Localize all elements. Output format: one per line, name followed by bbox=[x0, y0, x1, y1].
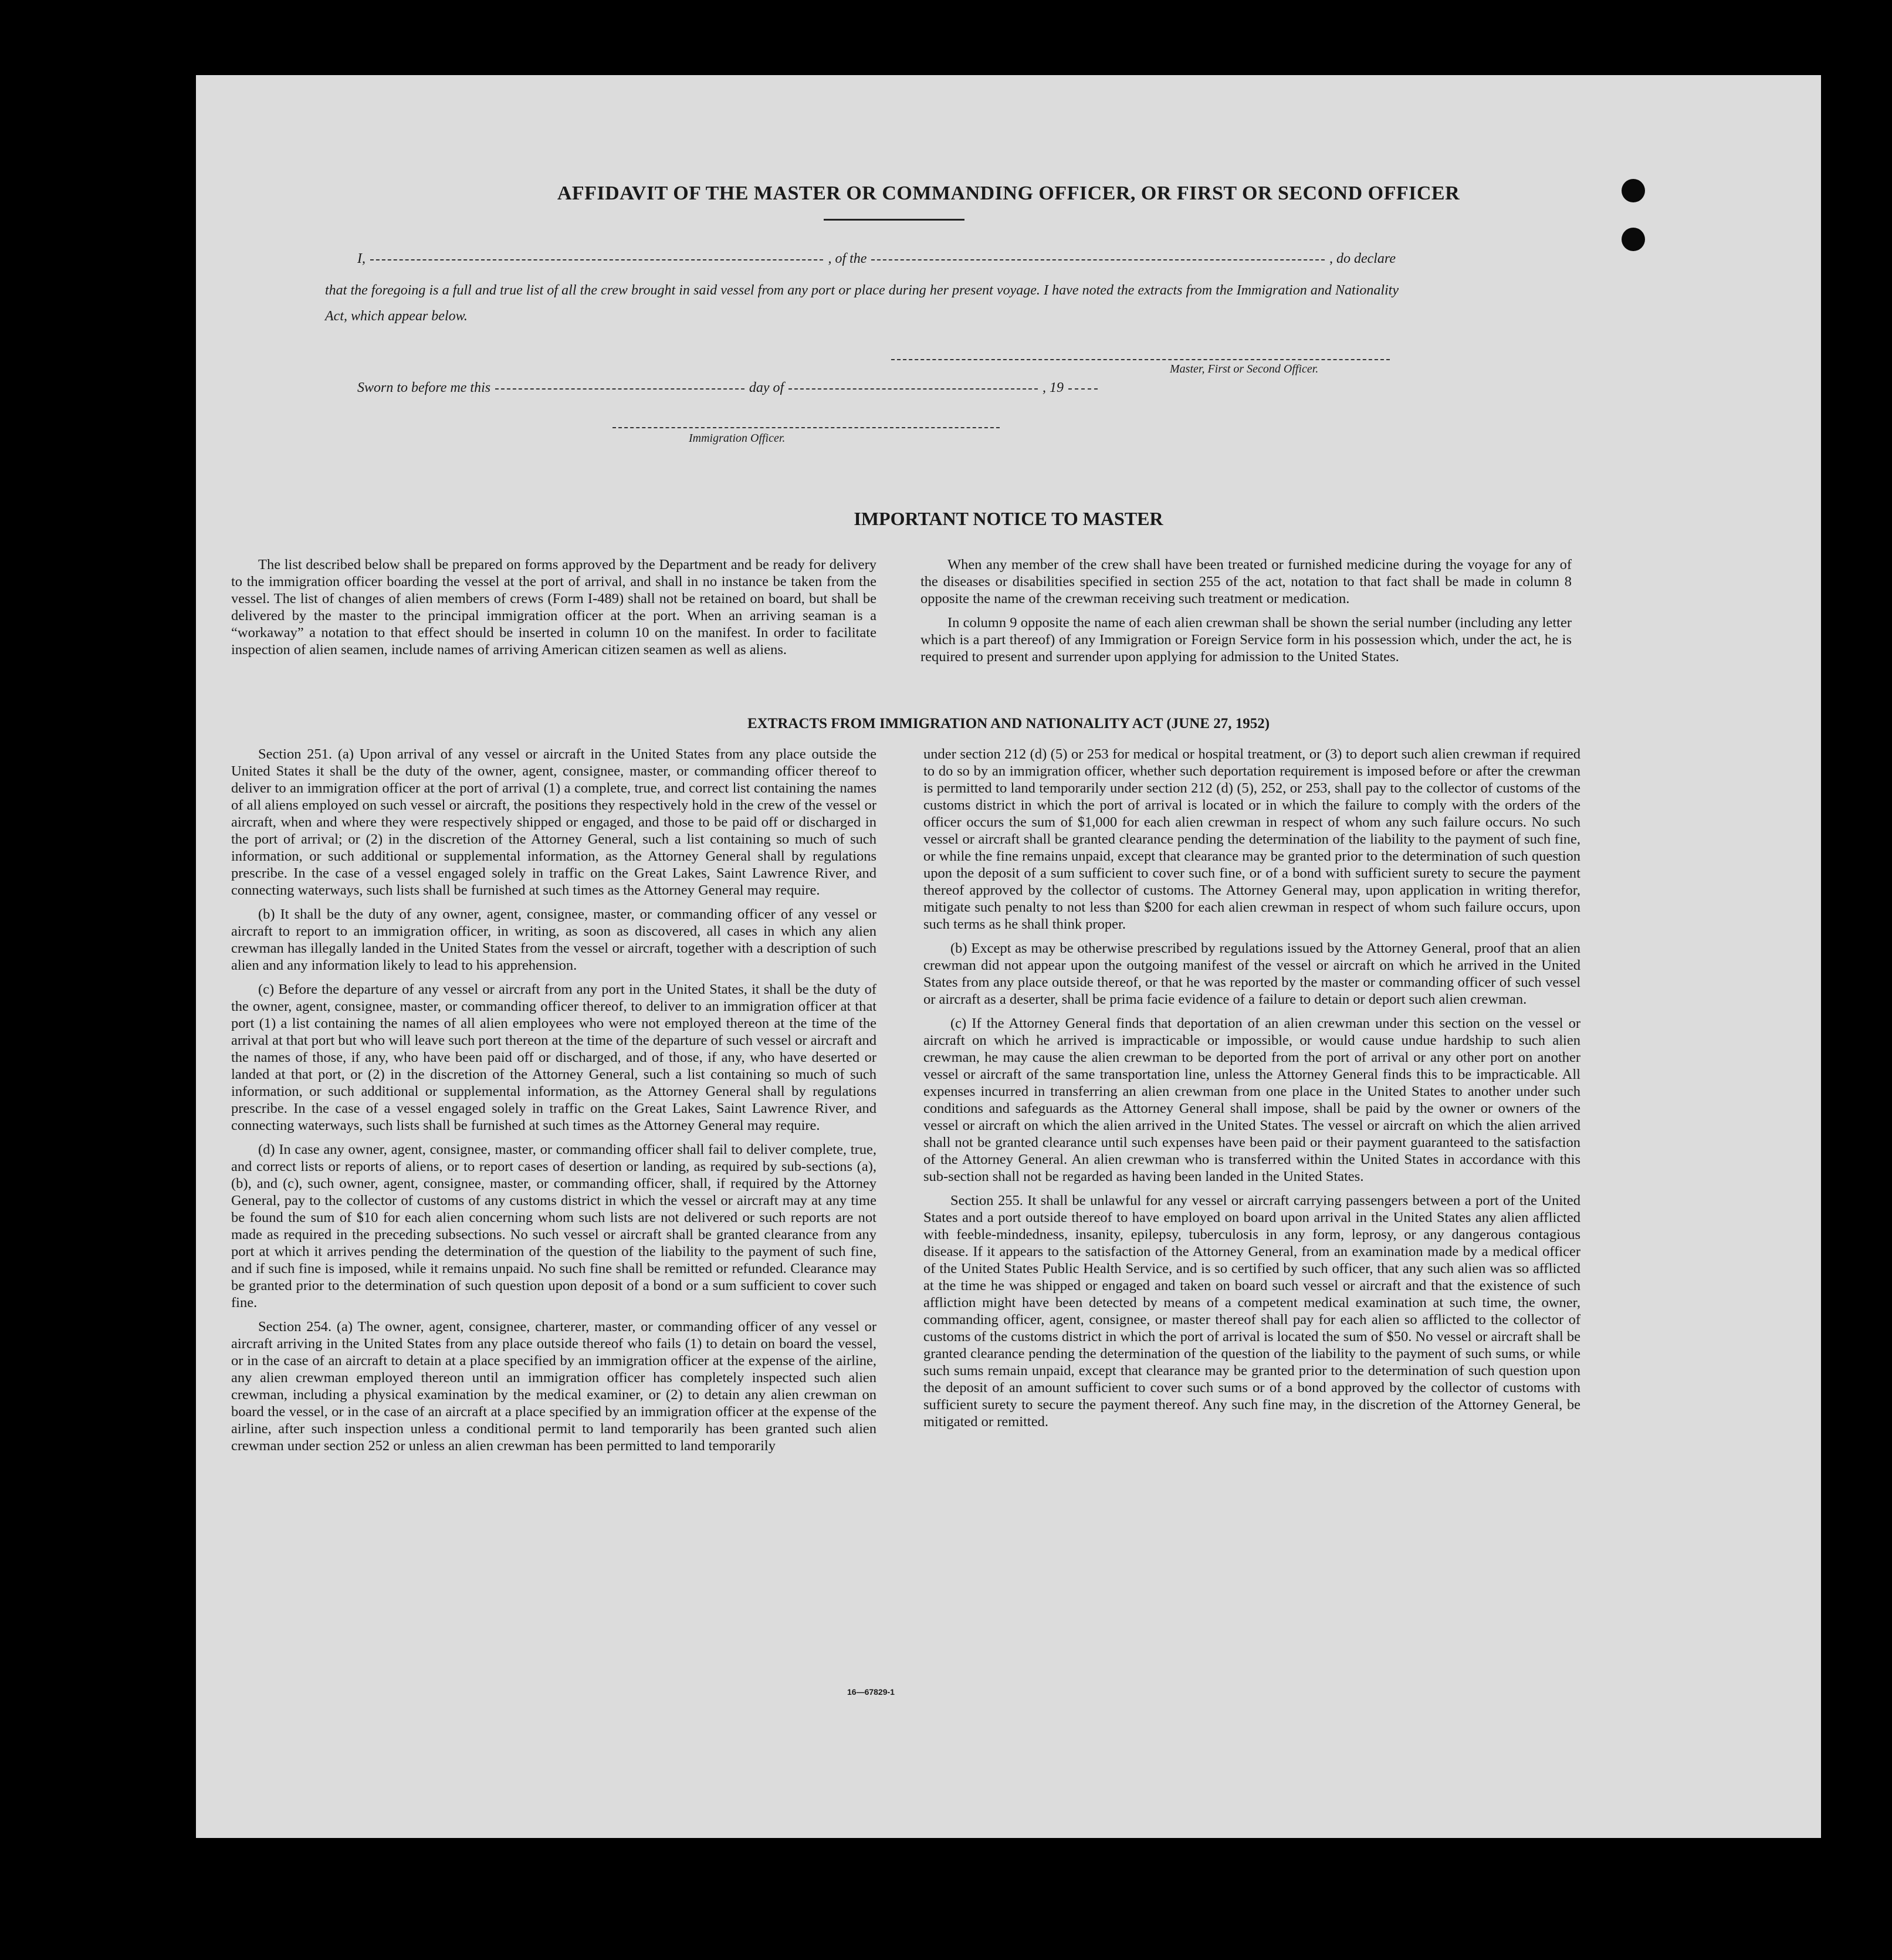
sworn-line bbox=[357, 380, 1102, 396]
immigration-officer-line[interactable] bbox=[612, 427, 1000, 428]
extract-paragraph: (b) It shall be the duty of any owner, agent, consignee, master, or commanding officer of any vessel or aircraft to report to an immigration officer, in writing, as soon as discovered, all cases in which any alien crewman has illegally landed in the United States from the vessel or aircraft, together with a description of such alien and any information likely to lead to his apprehension. bbox=[231, 906, 876, 973]
extract-paragraph: (d) In case any owner, agent, consignee, master, or commanding officer shall fail to deliver complete, true, and correct lists or reports of aliens, or to report cases of desertion or landing, as required by sub-sections (a), (b), and (c), such owner, agent, consignee, master, or commanding officer, shall, if required by the Attorney General, pay to the collector of customs of any customs district in which the vessel or aircraft may at any time be found the sum of $10 for each alien concerning whom such lists are not delivered or such reports are not made as required in the preceding subsections. No such vessel or aircraft shall be granted clearance from any port at which it arrives pending the determination of the question of the liability to the payment of such fine, and if such fine is imposed, while it remains unpaid. No such fine shall be remitted or refunded. Clearance may be granted prior to the determination of such question upon deposit of a bond or a sum sufficient to cover such fine. bbox=[231, 1142, 876, 1311]
form-number: 16—67829-1 bbox=[847, 1687, 895, 1697]
immigration-officer-caption: Immigration Officer. bbox=[689, 432, 786, 445]
declare-i: I, bbox=[357, 251, 365, 266]
vessel-blank[interactable] bbox=[871, 259, 1324, 260]
extract-paragraph: (c) If the Attorney General finds that deportation of an alien crewman under this section on the vessel or aircraft on which he arrived is impracticable or impossible, or would cause undue hardship to such alien crewman, he may cause the alien crewman to be deported from the port of arrival or any other port on another vessel or aircraft of the same transportation line, unless the Attorney General finds this to be impracticable. All expenses incurred in transferring an alien crewman from one place in the United States to another under such conditions and safeguards as the Attorney General shall impose, shall be paid by the owner or owners of the vessel or aircraft on which the alien arrived in the United States. The vessel or aircraft on which the alien arrived shall not be granted clearance until such expenses have been paid or their payment guaranteed to the satisfaction of the Attorney General. An alien crewman who is transferred within the United States in accordance with this sub-section shall not be regarded as having been landed in the United States. bbox=[923, 1015, 1580, 1184]
extract-paragraph: Section 251. (a) Upon arrival of any vessel or aircraft in the United States from any place outside the United States it shall be the duty of the owner, agent, consignee, master, or commanding officer thereof to deliver to an immigration officer at the port of arrival (1) a complete, true, and correct list containing the names of all aliens employed on such vessel or aircraft, the positions they respectively hold in the crew of the vessel or aircraft, when and where they were respectively shipped or engaged, and those to be paid off or discharged in the port of arrival; or (2) in the discretion of the Attorney General, such a list containing so much of such information, or such additional or supplemental information, as the Attorney General shall by regulations prescribe. In the case of a vessel engaged solely in traffic on the Great Lakes, Saint Lawrence River, and connecting waterways, such lists shall be furnished at such times as the Attorney General may require. bbox=[231, 746, 876, 898]
extract-paragraph: Section 255. It shall be unlawful for any vessel or aircraft carrying passengers between a port of the United States and a port outside thereof to have employed on board upon arrival in the United States any alien afflicted with feeble-mindedness, insanity, epilepsy, tuberculosis in any form, leprosy, or any dangerous contagious disease. If it appears to the satisfaction of the Attorney General, from an examination made by a medical officer of the United States Public Health Service, and is so certified by such officer, that any such alien was so afflicted at the time he was shipped or engaged and taken on board such vessel or aircraft and that the existence of such affliction might have been detected by means of a competent medical examination at such time, the owner, commanding officer, agent, consignee, or master thereof shall pay for each alien so afflicted to the collector of customs of the customs district in which the port of arrival is located the sum of $50. No vessel or aircraft shall be granted clearance pending the determination of the question of the liability to the payment of such sums, or while such sums remain unpaid, except that clearance may be granted prior to the determination of such question upon the deposit of an amount sufficient to cover such sums or of a bond approved by the collector of customs with sufficient surety to secure the payment thereof. Any such fine may, in the discretion of the Attorney General, be mitigated or remitted. bbox=[923, 1193, 1580, 1430]
extract-paragraph: (b) Except as may be otherwise prescribed by regulations issued by the Attorney General, proof that an alien crewman did not appear upon the outgoing manifest of the vessel or aircraft on which he arrived in the United States from any place outside thereof, or that he was reported by the master or commanding officer of such vessel or aircraft as a deserter, shall be prima facie evidence of a failure to detain or deport such alien crewman. bbox=[923, 940, 1580, 1007]
declare-do-declare: , do declare bbox=[1329, 251, 1396, 266]
declaration-line bbox=[357, 251, 1396, 267]
extracts-left-column bbox=[231, 746, 876, 1461]
notice-paragraph: In column 9 opposite the name of each alien crewman shall be shown the serial number (including any letter which is a part thereof) of any Immigration or Foreign Service form in his possession which, under the act, he is required to present and surrender upon applying for admission to the United States. bbox=[920, 615, 1572, 665]
notice-right-column bbox=[920, 556, 1572, 672]
sworn-year: , 19 bbox=[1043, 380, 1064, 395]
signature-line[interactable] bbox=[891, 359, 1390, 360]
signature-caption: Master, First or Second Officer. bbox=[1170, 363, 1319, 375]
extracts-title: EXTRACTS FROM IMMIGRATION AND NATIONALITY ACT (JUNE 27, 1952) bbox=[747, 716, 1270, 732]
notice-title: IMPORTANT NOTICE TO MASTER bbox=[854, 508, 1163, 529]
extract-paragraph: under section 212 (d) (5) or 253 for medical or hospital treatment, or (3) to deport such alien crewman if required to do so by an immigration officer, whether such deportation requirement is imposed before or after the crewman is permitted to land temporarily under section 212 (d) (5), 252, or 253, shall pay to the collector of customs of the customs district in which the port of arrival is located or in which the failure to comply with the orders of the officer occurs the sum of $1,000 for each alien crewman in respect of whom any such failure occurs. No such vessel or aircraft shall be granted clearance pending the determination of the liability to the payment of such fine, or while the fine remains unpaid, except that clearance may be granted prior to the determination of such question upon the deposit of a sum sufficient to cover such fine, or of a bond with sufficient surety to secure the payment thereof approved by the collector of customs. The Attorney General may, upon application in writing therefor, mitigate such penalty to not less than $200 for each alien crewman in respect of whom such failure occurs, upon such terms as he shall think proper. bbox=[923, 746, 1580, 932]
sworn-day-of: day of bbox=[749, 380, 784, 395]
notice-left-column bbox=[231, 556, 876, 665]
title-rule bbox=[824, 219, 964, 221]
declare-of-the: , of the bbox=[828, 251, 867, 266]
sworn-prefix: Sworn to before me this bbox=[357, 380, 491, 395]
name-blank[interactable] bbox=[370, 259, 823, 260]
notice-paragraph: When any member of the crew shall have been treated or furnished medicine during the voyage for any of the diseases or disabilities specified in section 255 of the act, notation to that fact shall be made in column 8 opposite the name of the crewman receiving such treatment or medication. bbox=[920, 557, 1572, 607]
document-page bbox=[196, 75, 1821, 1838]
sworn-month-blank[interactable] bbox=[788, 388, 1038, 390]
binder-hole bbox=[1622, 228, 1645, 251]
sworn-day-blank[interactable] bbox=[495, 388, 744, 390]
declaration-text: that the foregoing is a full and true list of all the crew brought in said vessel from any port or place during her present voyage. I have noted the extracts from the Immigration and Nationality Act, which appear below. bbox=[325, 283, 1399, 324]
extracts-right-column bbox=[923, 746, 1580, 1437]
extract-paragraph: (c) Before the departure of any vessel or aircraft from any port in the United States, it shall be the duty of the owner, agent, consignee, master, or commanding officer thereof, to deliver to an immigration officer at that port (1) a list containing the names of all alien employees who were not employed thereon at the time of the arrival at that port but who will leave such port thereon at the time of the departure of such vessel or aircraft and the names of those, if any, who have been paid off or discharged, and of those, if any, who have deserted or landed at that port, or (2) in the discretion of the Attorney General, such a list containing so much of such information, or such additional or supplemental information, as the Attorney General shall by regulations prescribe. In the case of a vessel engaged solely in traffic on the Great Lakes, Saint Lawrence River, and connecting waterways, such lists shall be furnished at such times as the Attorney General may require. bbox=[231, 981, 876, 1133]
affidavit-title: AFFIDAVIT OF THE MASTER OR COMMANDING OFFICER, OR FIRST OR SECOND OFFICER bbox=[557, 182, 1460, 204]
notice-paragraph: The list described below shall be prepared on forms approved by the Department and be ready for delivery to the immigration officer boarding the vessel at the port of arrival, and shall in no instance be taken from the vessel. The list of changes of alien members of crews (Form I-489) shall not be retained on board, but shall be delivered by the master to the principal immigration officer at the port. When an arriving seaman is a “workaway” a notation to that effect should be inserted in column 10 on the manifest. In order to facilitate inspection of alien seamen, include names of arriving American citizen seamen as well as aliens. bbox=[231, 557, 876, 658]
sworn-year-blank[interactable] bbox=[1068, 388, 1098, 390]
extract-paragraph: Section 254. (a) The owner, agent, consignee, charterer, master, or commanding officer of any vessel or aircraft arriving in the United States from any place outside thereof who fails (1) to detain on board the vessel, or in the case of an aircraft to detain at a place specified by an immigration officer at the expense of the airline, any alien crewman employed thereon until an immigration officer has completely inspected such alien crewman, including a physical examination by the medical examiner, or (2) to detain any alien crewman on board the vessel, or in the case of an aircraft at a place specified by an immigration officer at the expense of the airline, after such inspection unless a conditional permit to land temporarily has been granted such alien crewman under section 252 or unless an alien crewman has been permitted to land temporarily bbox=[231, 1319, 876, 1454]
